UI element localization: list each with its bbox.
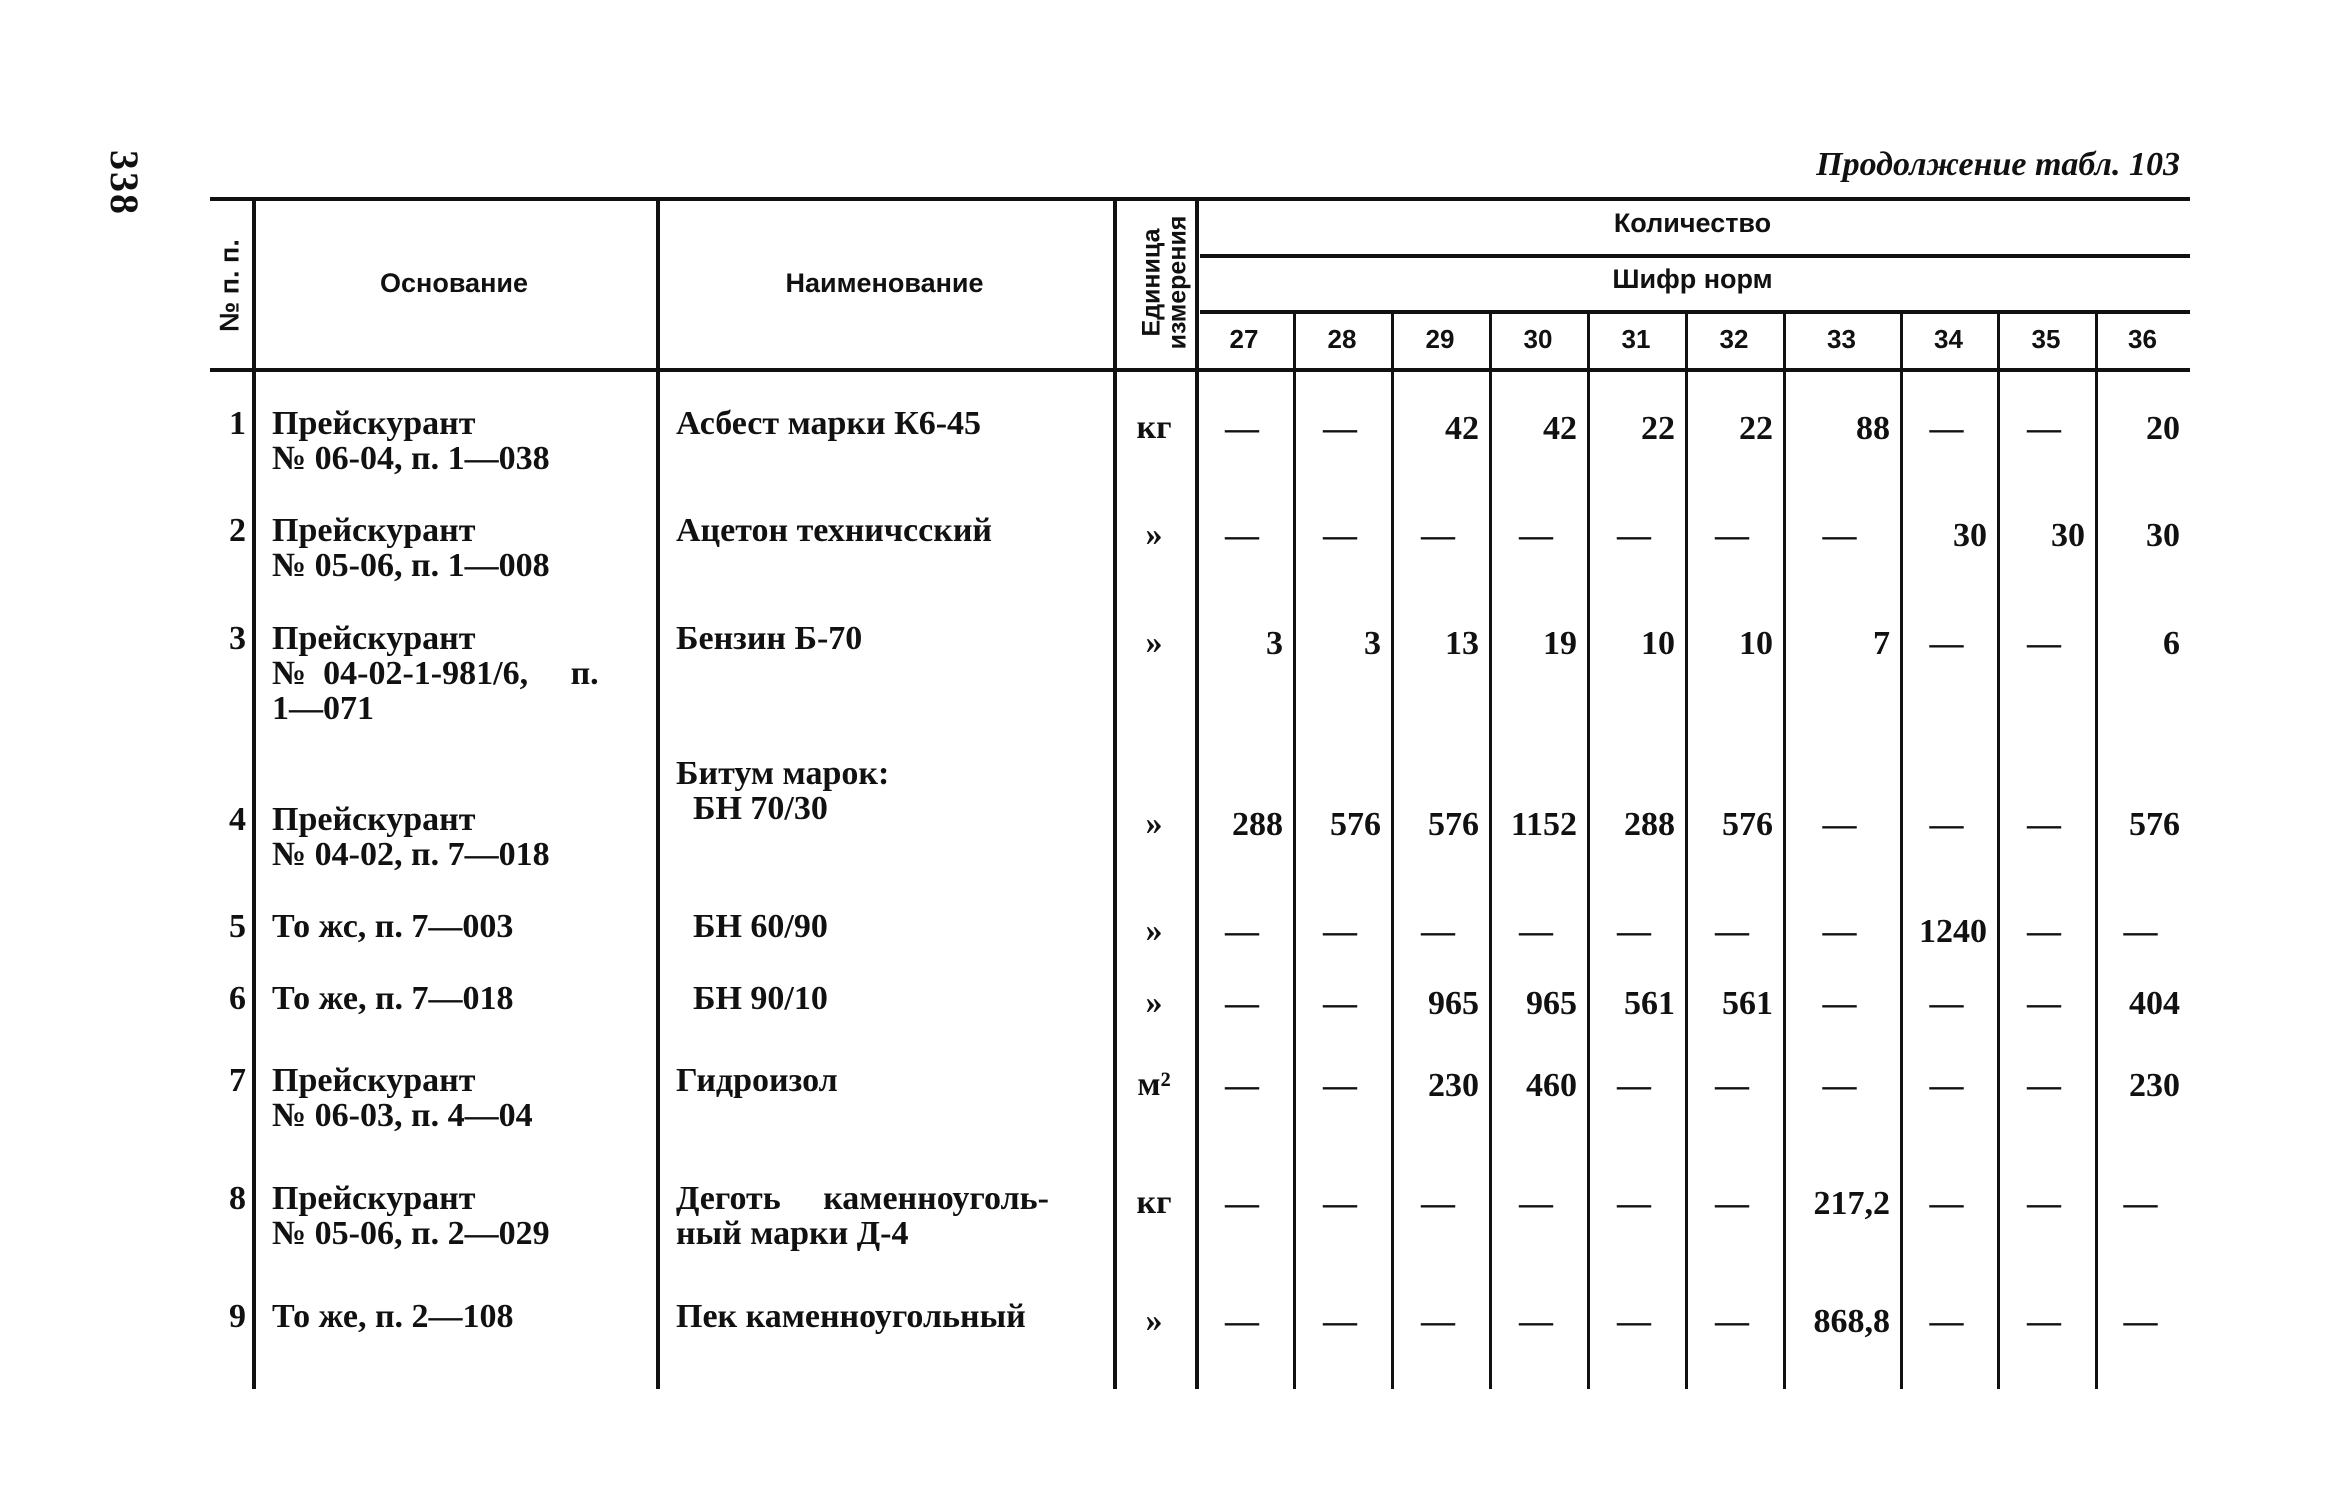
header-unit-line2: измерения [1163, 215, 1192, 350]
row-unit: » [1145, 1302, 1163, 1339]
code-column-rule [1489, 314, 1492, 1389]
row-name: БН 70/30 [676, 790, 828, 827]
row-name: Ацетон техничсский [676, 512, 992, 549]
row-name: Деготь каменноуголь- [676, 1180, 1049, 1217]
column-rule [252, 201, 256, 1389]
row-value-27: — [1225, 410, 1259, 447]
header-code-34: 34 [1934, 324, 1963, 354]
row-value-30: — [1519, 913, 1553, 950]
row-value-35: — [2027, 806, 2061, 843]
row-value-29: — [1421, 1185, 1455, 1222]
row-value-34: 1240 [1919, 913, 1987, 950]
header-top-rule [210, 197, 2190, 201]
row-value-30: 460 [1526, 1067, 1577, 1104]
row-unit: » [1145, 516, 1163, 553]
row-value-28: — [1323, 1185, 1357, 1222]
row-number: 3 [229, 620, 246, 657]
header-code-35: 35 [2031, 324, 2061, 354]
row-value-36: 20 [2146, 410, 2180, 447]
row-basis: № 05-06, п. 2—029 [272, 1215, 550, 1252]
row-unit: » [1145, 805, 1163, 842]
row-name: Битум марок: [676, 755, 890, 792]
row-basis: Прейскурант [272, 405, 476, 442]
row-value-35: — [2027, 410, 2061, 447]
row-value-31: 561 [1624, 985, 1675, 1022]
row-value-33: — [1822, 1067, 1857, 1104]
page-number: 338 [102, 150, 147, 216]
row-value-27: — [1225, 1067, 1259, 1104]
row-value-33: — [1822, 985, 1857, 1022]
header-code-28: 28 [1327, 324, 1357, 354]
header-code-29: 29 [1425, 324, 1455, 354]
row-value-33: 88 [1856, 410, 1890, 447]
row-value-32: — [1715, 1303, 1749, 1340]
row-basis: Прейскурант [272, 620, 476, 657]
row-number: 2 [229, 512, 246, 549]
header-quantity: Количество [1613, 208, 1772, 238]
row-basis: № 04-02, п. 7—018 [272, 836, 550, 873]
row-value-31: — [1617, 517, 1651, 554]
row-value-27: — [1225, 913, 1259, 950]
row-basis: То же, п. 2—108 [272, 1298, 514, 1335]
row-value-28: — [1323, 1067, 1357, 1104]
row-value-33: 217,2 [1813, 1185, 1890, 1222]
row-value-34: — [1929, 1185, 1964, 1222]
row-value-32: 22 [1739, 410, 1773, 447]
row-unit: » [1145, 912, 1163, 949]
row-value-35: 30 [2051, 517, 2085, 554]
row-value-27: 3 [1266, 625, 1283, 662]
code-column-rule [1587, 314, 1590, 1389]
row-name: Пек каменноугольный [676, 1298, 1026, 1335]
header-unit-line1: Единица [1137, 228, 1166, 337]
header-name: Наименование [785, 268, 984, 298]
row-value-33: — [1822, 806, 1857, 843]
row-value-29: 42 [1445, 410, 1479, 447]
row-value-32: 576 [1722, 806, 1773, 843]
row-value-28: — [1323, 410, 1357, 447]
row-basis: № 05-06, п. 1—008 [272, 547, 550, 584]
row-name: Асбест марки К6-45 [676, 405, 982, 442]
row-value-31: — [1617, 1067, 1651, 1104]
row-value-32: — [1715, 1067, 1749, 1104]
row-value-31: 22 [1641, 410, 1675, 447]
row-value-36: 404 [2129, 985, 2180, 1022]
row-number: 9 [229, 1298, 246, 1335]
row-value-34: — [1929, 1067, 1964, 1104]
row-value-27: — [1225, 517, 1259, 554]
code-column-rule [1900, 314, 1903, 1389]
row-value-34: — [1929, 410, 1964, 447]
header-code-31: 31 [1621, 324, 1651, 354]
row-value-34: — [1929, 985, 1964, 1022]
row-basis: № 06-04, п. 1—038 [272, 440, 550, 477]
header-code-27: 27 [1229, 324, 1259, 354]
row-value-35: — [2027, 1303, 2061, 1340]
row-value-30: 1152 [1510, 806, 1577, 843]
header-number: № п. п. [214, 239, 245, 332]
row-value-34: — [1929, 806, 1964, 843]
row-value-30: — [1519, 517, 1553, 554]
row-unit: кг [1136, 1184, 1172, 1221]
row-number: 4 [229, 801, 246, 838]
row-basis: 1—071 [272, 690, 374, 727]
code-column-rule [1685, 314, 1688, 1389]
row-value-36: 30 [2146, 517, 2180, 554]
row-value-35: — [2027, 913, 2061, 950]
row-value-36: — [2123, 1185, 2158, 1222]
row-value-36: 230 [2129, 1067, 2180, 1104]
row-value-31: — [1617, 913, 1651, 950]
row-number: 5 [229, 908, 246, 945]
row-value-34: 30 [1953, 517, 1987, 554]
row-value-34: — [1929, 625, 1964, 662]
header-code-30: 30 [1523, 324, 1553, 354]
code-column-rule [1997, 314, 2000, 1389]
norm-code-rule [1200, 310, 2190, 314]
row-name: Бензин Б-70 [676, 620, 863, 657]
row-name: БН 90/10 [676, 980, 828, 1017]
header-code-32: 32 [1719, 324, 1749, 354]
row-value-28: 576 [1330, 806, 1381, 843]
row-value-29: — [1421, 913, 1455, 950]
header-bottom-rule [210, 368, 2190, 372]
row-value-31: — [1617, 1303, 1651, 1340]
row-value-30: 965 [1526, 985, 1577, 1022]
row-value-35: — [2027, 625, 2061, 662]
row-value-35: — [2027, 1067, 2061, 1104]
row-value-32: — [1715, 913, 1749, 950]
row-value-30: — [1519, 1303, 1553, 1340]
row-value-28: — [1323, 913, 1357, 950]
code-column-rule [1783, 314, 1786, 1389]
row-value-36: 6 [2163, 625, 2180, 662]
row-unit: м² [1137, 1066, 1171, 1103]
row-value-29: 13 [1445, 625, 1479, 662]
row-number: 7 [229, 1062, 246, 1099]
row-value-29: 576 [1428, 806, 1479, 843]
column-rule [656, 201, 660, 1389]
row-value-31: 10 [1641, 625, 1675, 662]
header-code-33: 33 [1827, 324, 1856, 354]
row-basis: Прейскурант [272, 1062, 476, 1099]
row-value-29: — [1421, 517, 1455, 554]
header-norm-code: Шифр норм [1612, 264, 1773, 294]
row-value-27: — [1225, 985, 1259, 1022]
row-number: 6 [229, 980, 246, 1017]
row-value-36: — [2123, 1303, 2158, 1340]
row-basis: То жс, п. 7—003 [272, 908, 514, 945]
row-unit: » [1145, 984, 1163, 1021]
column-rule [1195, 201, 1199, 1389]
row-value-33: — [1822, 517, 1857, 554]
row-value-36: 576 [2129, 806, 2180, 843]
row-unit: кг [1136, 409, 1172, 446]
row-value-33: 868,8 [1813, 1303, 1890, 1340]
code-column-rule [2095, 314, 2098, 1389]
row-value-29: 230 [1428, 1067, 1479, 1104]
row-name: Гидроизол [676, 1062, 838, 1099]
row-value-28: — [1323, 1303, 1357, 1340]
row-value-28: 3 [1364, 625, 1381, 662]
table-caption: Продолжение табл. 103 [1816, 146, 2180, 183]
row-name: ный марки Д-4 [676, 1215, 909, 1252]
row-value-35: — [2027, 1185, 2061, 1222]
row-value-27: — [1225, 1185, 1259, 1222]
row-value-36: — [2123, 913, 2158, 950]
row-basis: Прейскурант [272, 512, 476, 549]
row-value-32: 561 [1722, 985, 1773, 1022]
row-value-29: — [1421, 1303, 1455, 1340]
row-value-30: — [1519, 1185, 1553, 1222]
row-unit: » [1145, 624, 1163, 661]
row-value-30: 42 [1543, 410, 1577, 447]
row-value-35: — [2027, 985, 2061, 1022]
row-value-31: — [1617, 1185, 1651, 1222]
row-basis: То же, п. 7—018 [272, 980, 514, 1017]
row-value-32: 10 [1739, 625, 1773, 662]
row-number: 8 [229, 1180, 246, 1217]
row-value-33: — [1822, 913, 1857, 950]
row-basis: № 06-03, п. 4—04 [272, 1097, 533, 1134]
header-basis: Основание [380, 268, 528, 298]
row-value-30: 19 [1543, 625, 1577, 662]
code-column-rule [1391, 314, 1394, 1389]
row-name: БН 60/90 [676, 908, 828, 945]
row-value-32: — [1715, 517, 1749, 554]
row-number: 1 [229, 405, 246, 442]
row-value-32: — [1715, 1185, 1749, 1222]
row-value-33: 7 [1873, 625, 1890, 662]
quantity-rule [1200, 254, 2190, 258]
row-value-28: — [1323, 517, 1357, 554]
row-basis: Прейскурант [272, 1180, 476, 1217]
row-value-34: — [1929, 1303, 1964, 1340]
row-value-27: 288 [1232, 806, 1283, 843]
row-value-29: 965 [1428, 985, 1479, 1022]
row-value-28: — [1323, 985, 1357, 1022]
code-column-rule [1293, 314, 1296, 1389]
row-basis: № 04-02-1-981/6, п. [272, 655, 599, 692]
row-basis: Прейскурант [272, 801, 476, 838]
row-value-27: — [1225, 1303, 1259, 1340]
header-code-36: 36 [2128, 324, 2157, 354]
row-value-31: 288 [1624, 806, 1675, 843]
